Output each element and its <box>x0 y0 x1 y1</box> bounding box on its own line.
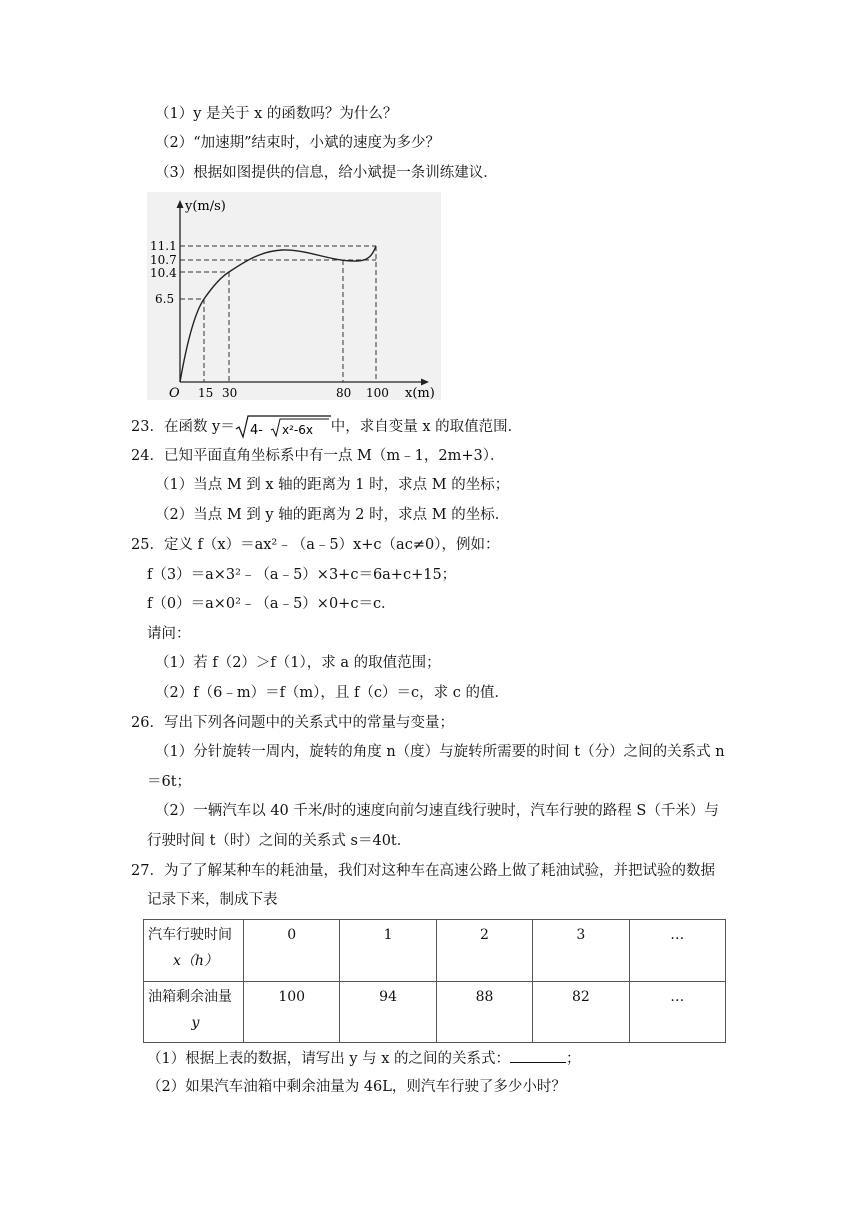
table-cell: … <box>629 920 725 982</box>
question-25-part-2: （2）f（6﹣m）＝f（m），且 f（c）＝c，求 c 的值． <box>155 685 509 701</box>
table-cell: 1 <box>340 920 436 982</box>
question-26-part-2-line-1: （2）一辆汽车以 40 千米/时的速度向前匀速直线行驶时，汽车行驶的路程 S（千米）与 <box>155 803 719 819</box>
question-25-example-1: f（3）＝a×3²﹣（a﹣5）×3+c＝6a+c+15； <box>147 567 457 583</box>
radical-outer-term: 4- <box>249 423 263 438</box>
question-27-part-1-prefix: （1）根据上表的数据，请写出 y 与 x 的之间的关系式： <box>147 1051 511 1067</box>
table-row <box>144 981 726 1043</box>
question-26-part-1-line-2: ＝6t； <box>147 774 192 790</box>
x-tick-30: 30 <box>222 386 238 400</box>
table-cell: 2 <box>436 920 532 982</box>
question-23-prefix: 23．在函数 y＝ <box>131 419 235 435</box>
y-tick-6-5: 6.5 <box>155 292 175 306</box>
question-23-suffix: 中，求自变量 x 的取值范围． <box>330 419 523 435</box>
question-25-part-1: （1）若 f（2）＞f（1），求 a 的取值范围； <box>155 655 441 671</box>
table-cell: 100 <box>244 981 340 1043</box>
question-26-stem: 26．写出下列各问题中的关系式中的常量与变量； <box>131 715 454 731</box>
question-27-part-1 <box>147 1048 581 1069</box>
question-25-stem: 25．定义 f（x）＝ax²﹣（a﹣5）x+c（ac≠0），例如： <box>131 537 500 553</box>
question-22-part-2: （2）“加速期”结束时，小斌的速度为多少？ <box>155 135 441 151</box>
question-22-part-3: （3）根据如图提供的信息，给小斌提一条训练建议． <box>155 165 498 181</box>
question-24-part-1: （1）当点 M 到 x 轴的距离为 1 时，求点 M 的坐标； <box>155 477 510 493</box>
x-tick-15: 15 <box>198 386 214 400</box>
x-tick-80: 80 <box>336 386 352 400</box>
question-25-ask: 请问： <box>147 626 191 642</box>
y-tick-10-4: 10.4 <box>150 266 177 280</box>
radical-inner-term: x²-6x <box>281 423 313 437</box>
question-24-part-2: （2）当点 M 到 y 轴的距离为 2 时，求点 M 的坐标． <box>155 507 510 523</box>
nested-radical <box>235 414 331 440</box>
question-25-example-2: f（0）＝a×0²﹣（a﹣5）×0+c＝c． <box>147 596 396 612</box>
row-header-line-2: x（h） <box>173 953 218 969</box>
question-26-part-2-line-2: 行驶时间 t（时）之间的关系式 s＝40t． <box>147 833 412 849</box>
question-27-part-1-suffix: ； <box>566 1051 581 1067</box>
table-cell: 3 <box>533 920 629 982</box>
question-27-part-2: （2）如果汽车油箱中剩余油量为 46L，则汽车行驶了多少小时？ <box>147 1079 566 1095</box>
speed-distance-graph <box>147 192 441 400</box>
table-cell: 94 <box>340 981 436 1043</box>
row-header-line-2: y <box>191 1014 200 1031</box>
table-cell: 82 <box>533 981 629 1043</box>
question-27-stem-line-1: 27．为了了解某种车的耗油量，我们对这种车在高速公路上做了耗油试验，并把试验的数据 <box>131 863 715 879</box>
table-row <box>144 920 726 982</box>
y-tick-10-7: 10.7 <box>150 253 177 267</box>
question-23 <box>131 414 522 440</box>
radical-sign-icon <box>235 414 331 440</box>
table-row-header <box>144 981 244 1043</box>
table-row-header <box>144 920 244 982</box>
row-header-line-1: 油箱剩余油量 <box>148 988 232 1005</box>
row-header-line-1: 汽车行驶时间 <box>148 927 232 943</box>
table-cell: … <box>629 981 725 1043</box>
question-22-part-1: （1）y 是关于 x 的函数吗？为什么？ <box>155 106 398 122</box>
y-tick-11-1: 11.1 <box>150 239 177 253</box>
graph-background <box>147 192 441 400</box>
question-26-part-1-line-1: （1）分针旋转一周内，旋转的角度 n（度）与旋转所需要的时间 t（分）之间的关系式 n <box>155 744 725 760</box>
question-27-stem-line-2: 记录下来，制成下表 <box>147 892 278 908</box>
fuel-consumption-table <box>143 919 726 1043</box>
answer-blank[interactable] <box>510 1048 566 1063</box>
question-24-stem: 24．已知平面直角坐标系中有一点 M（m﹣1，2m+3）． <box>131 448 505 464</box>
table-cell: 88 <box>436 981 532 1043</box>
x-axis-label: x(m) <box>405 386 435 400</box>
y-axis-label: y(m/s) <box>185 199 226 214</box>
origin-label: O <box>169 386 180 400</box>
table-cell: 0 <box>244 920 340 982</box>
x-tick-100: 100 <box>366 386 389 400</box>
